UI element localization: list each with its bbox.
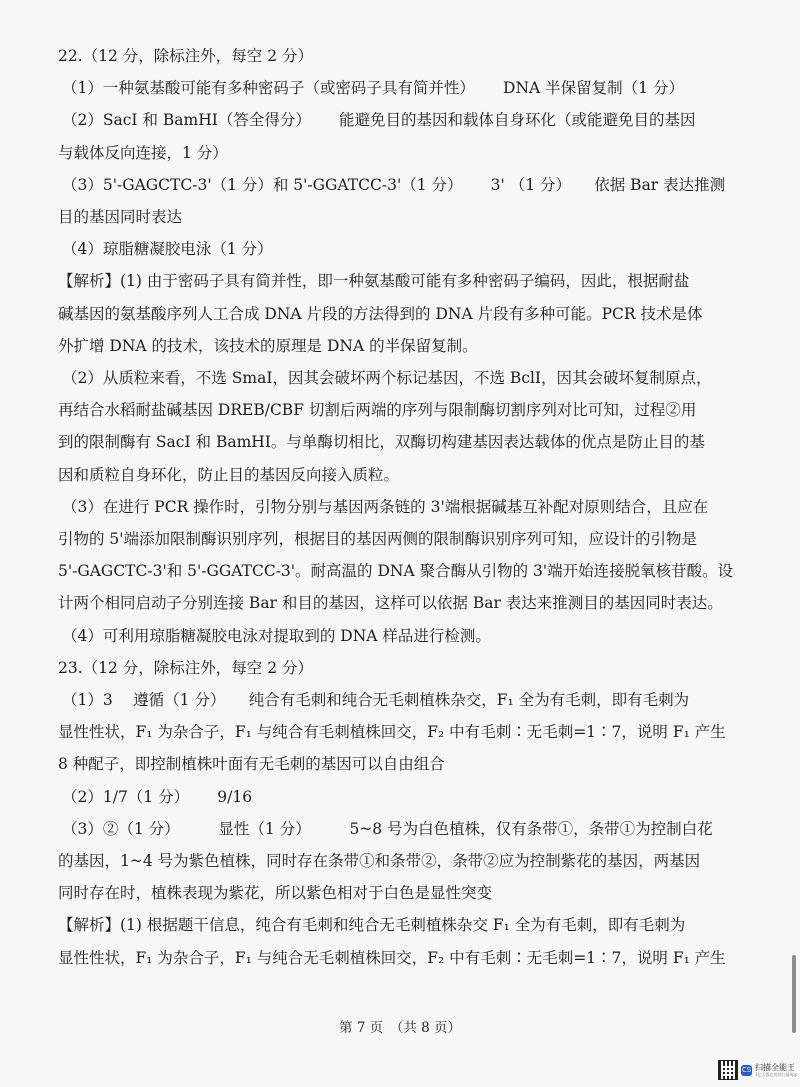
text-line: 同时存在时，植株表现为紫花，所以紫色相对于白色是显性突变 <box>58 884 493 903</box>
text-line: 再结合水稻耐盐碱基因 DREB/CBF 切割后两端的序列与限制酶切割序列对比可知，过程②用 <box>58 401 697 420</box>
text-line: 显性性状，F₁ 为杂合子，F₁ 与纯合有毛刺植株回交，F₂ 中有毛刺∶无毛刺=1∶7，说明 F₁ 产生 <box>58 723 726 742</box>
text-line: （2）从质粒来看，不选 SmaⅠ，因其会破坏两个标记基因，不选 BclⅠ，因其会破坏复制原点， <box>62 369 712 388</box>
text-line: 目的基因同时表达 <box>58 208 183 227</box>
watermark-name: 扫描全能王 <box>755 1062 795 1072</box>
text-line: 与载体反向连接，1 分） <box>58 143 228 162</box>
page-number: 第 7 页 （共 8 页） <box>338 1020 462 1036</box>
watermark-subtitle: 3亿人都在用的扫描App <box>755 1071 798 1077</box>
text-line: 显性性状，F₁ 为杂合子，F₁ 与纯合无毛刺植株回交，F₂ 中有毛刺∶无毛刺=1∶7，说明 F₁ 产生 <box>58 948 726 967</box>
text-line: 因和质粒自身环化，防止目的基因反向接入质粒。 <box>58 465 400 484</box>
scanner-watermark <box>718 1058 798 1082</box>
watermark-text <box>755 1064 797 1077</box>
text-line: 引物的 5'端添加限制酶识别序列，根据目的基因两侧的限制酶识别序列可知，应设计的引物是 <box>58 530 698 549</box>
text-line: 的基因，1~4 号为紫色植株，同时存在条带①和条带②，条带②应为控制紫花的基因，两基因 <box>58 852 701 871</box>
text-line: （3）在进行 PCR 操作时，引物分别与基因两条链的 3'端根据碱基互补配对原则结合，且应在 <box>62 497 709 516</box>
text-line: 【解析】(1) 由于密码子具有简并性，即一种氨基酸可能有多种密码子编码，因此，根据耐盐 <box>58 272 690 291</box>
text-line: 外扩增 DNA 的技术，该技术的原理是 DNA 的半保留复制。 <box>58 336 478 355</box>
text-line: （2）SacⅠ 和 BamHⅠ（答全得分） 能避免目的基因和载体自身环化（或能避免目的基因 <box>62 111 696 130</box>
text-line: 碱基因的氨基酸序列人工合成 DNA 片段的方法得到的 DNA 片段有多种可能。PCR 技术是体 <box>58 304 703 323</box>
scrollbar[interactable] <box>792 955 796 1033</box>
text-line: （1）3 遵循（1 分） 纯合有毛刺和纯合无毛刺植株杂交，F₁ 全为有毛刺，即有毛刺为 <box>62 691 690 710</box>
text-line: 5'-GAGCTC-3'和 5'-GGATCC-3'。耐高温的 DNA 聚合酶从引物的 3'端开始连接脱氧核苷酸。设 <box>58 562 734 581</box>
text-line: 23.（12 分，除标注外，每空 2 分） <box>58 658 314 677</box>
page-content <box>58 40 748 974</box>
text-line: （4）可利用琼脂糖凝胶电泳对提取到的 DNA 样品进行检测。 <box>62 626 491 645</box>
text-line: 计两个相同启动子分别连接 Bar 和目的基因，这样可以依据 Bar 表达来推测目的基因同时表达。 <box>58 594 723 613</box>
text-line: 22.（12 分，除标注外，每空 2 分） <box>58 47 314 65</box>
text-line: 到的限制酶有 SacⅠ 和 BamHⅠ。与单酶切相比，双酶切构建基因表达载体的优点是防止目的基 <box>58 433 705 452</box>
text-line: 【解析】(1) 根据题干信息，纯合有毛刺和纯合无毛刺植株杂交 F₁ 全为有毛刺，即有毛刺为 <box>58 916 686 935</box>
text-line: （3）5'-GAGCTC-3'（1 分）和 5'-GGATCC-3'（1 分） 3' （1 分） 依据 Bar 表达推测 <box>62 175 726 194</box>
qr-code-icon <box>718 1060 738 1080</box>
text-line: （3）②（1 分） 显性（1 分） 5~8 号为白色植株，仅有条带①，条带①为控制白花 <box>62 819 713 838</box>
cs-logo-icon: CS <box>741 1065 752 1074</box>
text-line: （2）1/7（1 分） 9/16 <box>62 787 253 806</box>
text-line: （1）一种氨基酸可能有多种密码子（或密码子具有简并性） DNA 半保留复制（1 分） <box>62 79 684 98</box>
text-line: 8 种配子，即控制植株叶面有无毛刺的基因可以自由组合 <box>58 755 445 774</box>
text-line: （4）琼脂糖凝胶电泳（1 分） <box>62 240 273 259</box>
